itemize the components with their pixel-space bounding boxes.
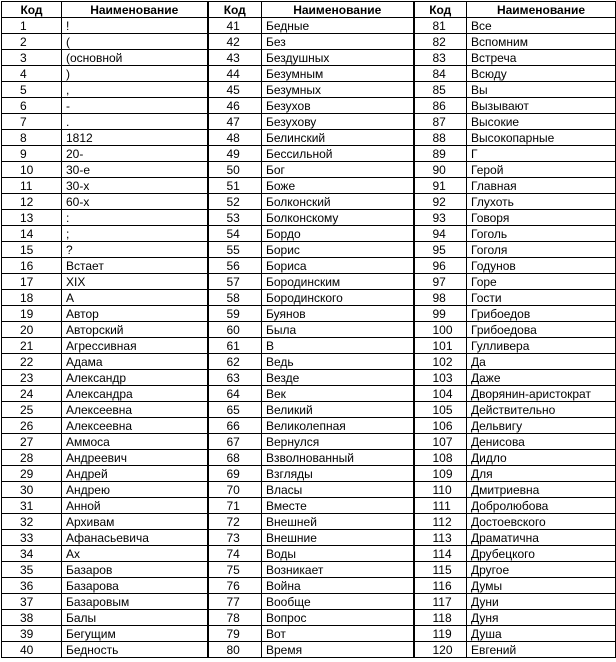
name-cell: Вместе: [262, 498, 414, 514]
table-row: [2, 642, 616, 658]
code-cell: 37: [2, 594, 62, 610]
name-cell: Андрею: [62, 482, 208, 498]
code-cell: 35: [2, 562, 62, 578]
table-row: [2, 626, 616, 642]
name-cell: 1812: [62, 130, 208, 146]
name-cell: Говоря: [467, 210, 616, 226]
code-cell: 88: [414, 130, 467, 146]
name-cell: Болконскому: [262, 210, 414, 226]
code-cell: 100: [414, 322, 467, 338]
code-cell: 116: [414, 578, 467, 594]
name-cell: ): [62, 66, 208, 82]
name-cell: Была: [262, 322, 414, 338]
code-cell: 49: [208, 146, 262, 162]
code-cell: 96: [414, 258, 467, 274]
code-cell: 75: [208, 562, 262, 578]
name-cell: Грибоедова: [467, 322, 616, 338]
code-cell: 39: [2, 626, 62, 642]
code-cell: 55: [208, 242, 262, 258]
name-cell: ;: [62, 226, 208, 242]
code-cell: 54: [208, 226, 262, 242]
name-cell: Анной: [62, 498, 208, 514]
table-row: [2, 274, 616, 290]
table-row: [2, 594, 616, 610]
table-row: [2, 450, 616, 466]
code-cell: 90: [414, 162, 467, 178]
name-cell: Дуня: [467, 610, 616, 626]
name-cell: Война: [262, 578, 414, 594]
name-cell: Вызывают: [467, 98, 616, 114]
name-cell: Бедные: [262, 18, 414, 34]
name-cell: Великий: [262, 402, 414, 418]
code-cell: 65: [208, 402, 262, 418]
code-cell: 84: [414, 66, 467, 82]
code-cell: 15: [2, 242, 62, 258]
code-cell: 97: [414, 274, 467, 290]
code-cell: 83: [414, 50, 467, 66]
name-cell: Друбецкого: [467, 546, 616, 562]
code-cell: 56: [208, 258, 262, 274]
name-cell: Душа: [467, 626, 616, 642]
code-cell: 61: [208, 338, 262, 354]
code-cell: 99: [414, 306, 467, 322]
table-row: [2, 258, 616, 274]
name-cell: Горе: [467, 274, 616, 290]
name-cell: Буянов: [262, 306, 414, 322]
name-cell: :: [62, 210, 208, 226]
code-cell: 12: [2, 194, 62, 210]
code-cell: 118: [414, 610, 467, 626]
code-cell: 7: [2, 114, 62, 130]
name-cell: Дмитриевна: [467, 482, 616, 498]
name-cell: Авторский: [62, 322, 208, 338]
name-cell: Грибоедов: [467, 306, 616, 322]
name-cell: ?: [62, 242, 208, 258]
name-cell: Взгляды: [262, 466, 414, 482]
name-cell: Алексеевна: [62, 402, 208, 418]
name-cell: Евгений: [467, 642, 616, 658]
code-cell: 92: [414, 194, 467, 210]
code-cell: 46: [208, 98, 262, 114]
code-cell: 25: [2, 402, 62, 418]
code-cell: 63: [208, 370, 262, 386]
code-cell: 106: [414, 418, 467, 434]
name-cell: Безумным: [262, 66, 414, 82]
name-cell: Главная: [467, 178, 616, 194]
name-cell: Дидло: [467, 450, 616, 466]
code-cell: 6: [2, 98, 62, 114]
code-cell: 27: [2, 434, 62, 450]
word-code-table: [1, 1, 616, 658]
table-row: [2, 18, 616, 34]
code-cell: 82: [414, 34, 467, 50]
code-cell: 107: [414, 434, 467, 450]
code-cell: 85: [414, 82, 467, 98]
code-cell: 38: [2, 610, 62, 626]
code-cell: 34: [2, 546, 62, 562]
table-row: [2, 306, 616, 322]
name-cell: Бордо: [262, 226, 414, 242]
name-cell: Возникает: [262, 562, 414, 578]
name-cell: -: [62, 98, 208, 114]
name-cell: Базаров: [62, 562, 208, 578]
name-cell: Бессильной: [262, 146, 414, 162]
table-row: [2, 498, 616, 514]
code-cell: 21: [2, 338, 62, 354]
name-cell: Век: [262, 386, 414, 402]
table-row: [2, 386, 616, 402]
code-cell: 22: [2, 354, 62, 370]
code-cell: 72: [208, 514, 262, 530]
name-cell: Дворянин-аристократ: [467, 386, 616, 402]
code-header: Код: [208, 2, 262, 18]
name-cell: Борис: [262, 242, 414, 258]
name-cell: Внешние: [262, 530, 414, 546]
code-cell: 86: [414, 98, 467, 114]
name-cell: Другое: [467, 562, 616, 578]
code-cell: 52: [208, 194, 262, 210]
code-cell: 48: [208, 130, 262, 146]
name-cell: Агрессивная: [62, 338, 208, 354]
table-row: [2, 562, 616, 578]
name-cell: Дуни: [467, 594, 616, 610]
code-cell: 93: [414, 210, 467, 226]
name-cell: Гости: [467, 290, 616, 306]
code-cell: 91: [414, 178, 467, 194]
table-row: [2, 338, 616, 354]
name-cell: Бородинского: [262, 290, 414, 306]
code-cell: 3: [2, 50, 62, 66]
code-cell: 51: [208, 178, 262, 194]
code-cell: 1: [2, 18, 62, 34]
code-cell: 36: [2, 578, 62, 594]
code-cell: 111: [414, 498, 467, 514]
name-cell: Бездушных: [262, 50, 414, 66]
name-cell: Балы: [62, 610, 208, 626]
code-cell: 64: [208, 386, 262, 402]
code-cell: 69: [208, 466, 262, 482]
name-cell: Безумных: [262, 82, 414, 98]
table-row: [2, 162, 616, 178]
table-row: [2, 370, 616, 386]
name-cell: Боже: [262, 178, 414, 194]
name-cell: Думы: [467, 578, 616, 594]
code-cell: 29: [2, 466, 62, 482]
code-header: Код: [414, 2, 467, 18]
code-cell: 102: [414, 354, 467, 370]
code-cell: 53: [208, 210, 262, 226]
name-cell: Воды: [262, 546, 414, 562]
code-cell: 109: [414, 466, 467, 482]
code-cell: 17: [2, 274, 62, 290]
name-cell: Бегущим: [62, 626, 208, 642]
code-cell: 9: [2, 146, 62, 162]
table-row: [2, 290, 616, 306]
table-row: [2, 482, 616, 498]
name-header: Наименование: [467, 2, 616, 18]
code-cell: 70: [208, 482, 262, 498]
table-row: [2, 114, 616, 130]
name-cell: Гоголя: [467, 242, 616, 258]
table-row: [2, 194, 616, 210]
name-cell: Бедность: [62, 642, 208, 658]
table-row: [2, 34, 616, 50]
table-row: [2, 98, 616, 114]
code-cell: 5: [2, 82, 62, 98]
name-cell: Архивам: [62, 514, 208, 530]
table-row: [2, 418, 616, 434]
name-cell: Ах: [62, 546, 208, 562]
table-row: [2, 434, 616, 450]
name-cell: Везде: [262, 370, 414, 386]
code-cell: 2: [2, 34, 62, 50]
name-cell: !: [62, 18, 208, 34]
table-row: [2, 82, 616, 98]
code-cell: 28: [2, 450, 62, 466]
name-cell: Безухов: [262, 98, 414, 114]
table-body: [2, 18, 616, 658]
table-row: [2, 578, 616, 594]
code-cell: 43: [208, 50, 262, 66]
code-cell: 117: [414, 594, 467, 610]
name-cell: (: [62, 34, 208, 50]
code-cell: 20: [2, 322, 62, 338]
name-cell: 30-е: [62, 162, 208, 178]
code-cell: 87: [414, 114, 467, 130]
code-cell: 11: [2, 178, 62, 194]
table-row: [2, 546, 616, 562]
code-cell: 18: [2, 290, 62, 306]
name-cell: Ведь: [262, 354, 414, 370]
name-cell: Вообще: [262, 594, 414, 610]
name-cell: Всюду: [467, 66, 616, 82]
name-cell: Высокопарные: [467, 130, 616, 146]
name-cell: Герой: [467, 162, 616, 178]
name-cell: Безухову: [262, 114, 414, 130]
table-row: [2, 210, 616, 226]
name-cell: Бородинским: [262, 274, 414, 290]
table-row: [2, 354, 616, 370]
code-cell: 57: [208, 274, 262, 290]
code-cell: 114: [414, 546, 467, 562]
code-cell: 112: [414, 514, 467, 530]
code-cell: 41: [208, 18, 262, 34]
name-cell: (основной: [62, 50, 208, 66]
table-row: [2, 178, 616, 194]
code-cell: 13: [2, 210, 62, 226]
name-cell: Аммоса: [62, 434, 208, 450]
code-cell: 77: [208, 594, 262, 610]
code-cell: 104: [414, 386, 467, 402]
name-cell: Адама: [62, 354, 208, 370]
code-cell: 47: [208, 114, 262, 130]
code-cell: 44: [208, 66, 262, 82]
code-cell: 60: [208, 322, 262, 338]
code-cell: 108: [414, 450, 467, 466]
name-cell: Болконский: [262, 194, 414, 210]
code-cell: 10: [2, 162, 62, 178]
name-cell: Встреча: [467, 50, 616, 66]
code-cell: 74: [208, 546, 262, 562]
table-row: [2, 130, 616, 146]
table-row: [2, 466, 616, 482]
name-cell: Вспомним: [467, 34, 616, 50]
code-cell: 67: [208, 434, 262, 450]
code-cell: 98: [414, 290, 467, 306]
name-cell: Александр: [62, 370, 208, 386]
name-cell: 20-: [62, 146, 208, 162]
code-cell: 80: [208, 642, 262, 658]
code-cell: 119: [414, 626, 467, 642]
name-cell: Власы: [262, 482, 414, 498]
name-cell: Даже: [467, 370, 616, 386]
code-cell: 81: [414, 18, 467, 34]
code-cell: 76: [208, 578, 262, 594]
code-cell: 16: [2, 258, 62, 274]
code-cell: 33: [2, 530, 62, 546]
name-cell: В: [262, 338, 414, 354]
table-row: [2, 514, 616, 530]
name-cell: ,: [62, 82, 208, 98]
code-cell: 103: [414, 370, 467, 386]
name-cell: .: [62, 114, 208, 130]
code-cell: 8: [2, 130, 62, 146]
table-row: [2, 226, 616, 242]
name-header: Наименование: [262, 2, 414, 18]
table-row: [2, 50, 616, 66]
name-cell: Достоевского: [467, 514, 616, 530]
code-cell: 31: [2, 498, 62, 514]
table-row: [2, 402, 616, 418]
name-cell: Андреевич: [62, 450, 208, 466]
name-cell: А: [62, 290, 208, 306]
name-cell: Вы: [467, 82, 616, 98]
name-cell: Александра: [62, 386, 208, 402]
code-cell: 95: [414, 242, 467, 258]
code-cell: 110: [414, 482, 467, 498]
table-row: [2, 242, 616, 258]
code-cell: 101: [414, 338, 467, 354]
name-cell: Автор: [62, 306, 208, 322]
name-cell: Бориса: [262, 258, 414, 274]
name-cell: 30-х: [62, 178, 208, 194]
code-cell: 19: [2, 306, 62, 322]
code-cell: 78: [208, 610, 262, 626]
name-cell: Все: [467, 18, 616, 34]
code-cell: 26: [2, 418, 62, 434]
code-cell: 45: [208, 82, 262, 98]
code-cell: 32: [2, 514, 62, 530]
name-cell: Время: [262, 642, 414, 658]
code-cell: 68: [208, 450, 262, 466]
code-header: Код: [2, 2, 62, 18]
code-cell: 58: [208, 290, 262, 306]
name-cell: Алексеевна: [62, 418, 208, 434]
name-cell: Без: [262, 34, 414, 50]
name-cell: Высокие: [467, 114, 616, 130]
name-cell: Встает: [62, 258, 208, 274]
code-cell: 113: [414, 530, 467, 546]
name-header: Наименование: [62, 2, 208, 18]
name-cell: Гулливера: [467, 338, 616, 354]
code-cell: 89: [414, 146, 467, 162]
code-cell: 115: [414, 562, 467, 578]
header-row: [2, 2, 616, 18]
code-cell: 71: [208, 498, 262, 514]
name-cell: Великолепная: [262, 418, 414, 434]
name-cell: Глухоть: [467, 194, 616, 210]
name-cell: Драматична: [467, 530, 616, 546]
name-cell: Бог: [262, 162, 414, 178]
name-cell: Базарова: [62, 578, 208, 594]
code-cell: 4: [2, 66, 62, 82]
table-row: [2, 610, 616, 626]
name-cell: Вернулся: [262, 434, 414, 450]
name-cell: Гоголь: [467, 226, 616, 242]
code-cell: 40: [2, 642, 62, 658]
code-cell: 62: [208, 354, 262, 370]
name-cell: Добролюбова: [467, 498, 616, 514]
code-cell: 59: [208, 306, 262, 322]
name-cell: Внешней: [262, 514, 414, 530]
code-cell: 50: [208, 162, 262, 178]
name-cell: Афанасьевича: [62, 530, 208, 546]
code-cell: 120: [414, 642, 467, 658]
table-row: [2, 66, 616, 82]
code-cell: 14: [2, 226, 62, 242]
code-cell: 42: [208, 34, 262, 50]
name-cell: Денисова: [467, 434, 616, 450]
name-cell: Базаровым: [62, 594, 208, 610]
code-cell: 23: [2, 370, 62, 386]
code-cell: 30: [2, 482, 62, 498]
name-cell: 60-х: [62, 194, 208, 210]
code-cell: 94: [414, 226, 467, 242]
name-cell: Для: [467, 466, 616, 482]
name-cell: Андрей: [62, 466, 208, 482]
name-cell: Дельвигу: [467, 418, 616, 434]
name-cell: Вопрос: [262, 610, 414, 626]
code-cell: 24: [2, 386, 62, 402]
name-cell: Да: [467, 354, 616, 370]
name-cell: Г: [467, 146, 616, 162]
table-row: [2, 530, 616, 546]
name-cell: Действительно: [467, 402, 616, 418]
code-cell: 73: [208, 530, 262, 546]
table-row: [2, 322, 616, 338]
name-cell: Белинский: [262, 130, 414, 146]
table-row: [2, 146, 616, 162]
name-cell: Взволнованный: [262, 450, 414, 466]
name-cell: XIX: [62, 274, 208, 290]
code-cell: 66: [208, 418, 262, 434]
name-cell: Годунов: [467, 258, 616, 274]
code-cell: 79: [208, 626, 262, 642]
name-cell: Вот: [262, 626, 414, 642]
code-cell: 105: [414, 402, 467, 418]
